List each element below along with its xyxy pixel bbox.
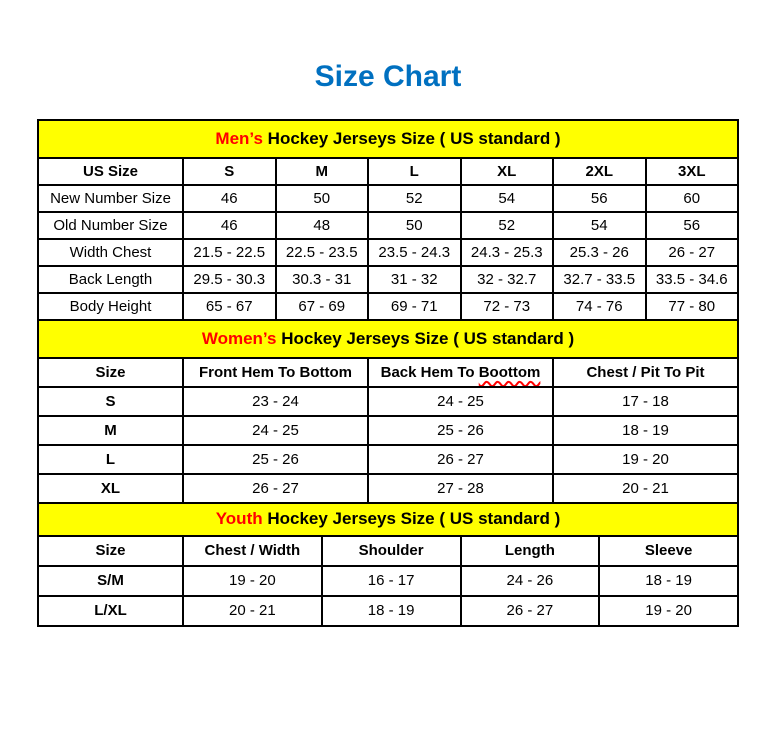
value-cell: 46 <box>183 212 276 239</box>
value-cell: 50 <box>276 185 369 212</box>
page-title: Size Chart <box>314 60 462 93</box>
section-title-text: Hockey Jerseys Size ( US standard ) <box>262 128 561 148</box>
table-row <box>38 266 738 293</box>
value-cell: 26 - 27 <box>183 474 368 503</box>
column-header-cell: 2XL <box>553 158 646 185</box>
row-label-cell: XL <box>38 474 183 503</box>
value-cell: 32 - 32.7 <box>461 266 554 293</box>
row-label-cell: Old Number Size <box>38 212 183 239</box>
misspelled-word: Boottom <box>478 363 541 381</box>
column-header-cell: Shoulder <box>322 536 461 566</box>
table-row <box>38 212 738 239</box>
row-label-cell: Body Height <box>38 293 183 320</box>
value-cell: 69 - 71 <box>368 293 461 320</box>
value-cell: 25 - 26 <box>368 416 553 445</box>
value-cell: 54 <box>461 185 554 212</box>
value-cell: 54 <box>553 212 646 239</box>
women-section-title-cell <box>38 320 738 358</box>
column-header-cell: L <box>368 158 461 185</box>
table-row <box>38 474 738 503</box>
row-label-cell: New Number Size <box>38 185 183 212</box>
value-cell: 30.3 - 31 <box>276 266 369 293</box>
men-section-title-cell <box>38 120 738 158</box>
value-cell: 25.3 - 26 <box>553 239 646 266</box>
value-cell: 19 - 20 <box>183 566 322 596</box>
value-cell: 18 - 19 <box>553 416 738 445</box>
value-cell: 24 - 26 <box>461 566 600 596</box>
value-cell: 67 - 69 <box>276 293 369 320</box>
column-header-cell: Front Hem To Bottom <box>183 358 368 387</box>
youth-size-table <box>37 502 739 627</box>
value-cell: 22.5 - 23.5 <box>276 239 369 266</box>
value-cell: 65 - 67 <box>183 293 276 320</box>
table-row <box>38 239 738 266</box>
value-cell: 27 - 28 <box>368 474 553 503</box>
column-header-cell: Chest / Width <box>183 536 322 566</box>
section-title-highlight: Women’s <box>201 328 277 348</box>
row-label-cell: Width Chest <box>38 239 183 266</box>
column-header-cell: Size <box>38 358 183 387</box>
section-title-text: Hockey Jerseys Size ( US standard ) <box>262 509 561 528</box>
section-title-highlight: Men’s <box>215 128 263 148</box>
value-cell: 33.5 - 34.6 <box>646 266 739 293</box>
value-cell: 50 <box>368 212 461 239</box>
column-header-cell: S <box>183 158 276 185</box>
value-cell: 17 - 18 <box>553 387 738 416</box>
column-header-cell: Length <box>461 536 600 566</box>
table-row <box>38 445 738 474</box>
value-cell: 48 <box>276 212 369 239</box>
value-cell: 72 - 73 <box>461 293 554 320</box>
value-cell: 19 - 20 <box>553 445 738 474</box>
value-cell: 20 - 21 <box>183 596 322 626</box>
value-cell: 19 - 20 <box>599 596 738 626</box>
value-cell: 77 - 80 <box>646 293 739 320</box>
value-cell: 29.5 - 30.3 <box>183 266 276 293</box>
row-label-cell: Back Length <box>38 266 183 293</box>
value-cell: 20 - 21 <box>553 474 738 503</box>
size-chart-sheet <box>0 60 776 627</box>
column-header-cell: Chest / Pit To Pit <box>553 358 738 387</box>
column-header-text: Back Hem To <box>380 363 479 381</box>
mens-size-table <box>37 119 739 321</box>
column-header-cell: XL <box>461 158 554 185</box>
row-label-cell: M <box>38 416 183 445</box>
womens-size-table <box>37 319 739 504</box>
value-cell: 24 - 25 <box>368 387 553 416</box>
value-cell: 52 <box>368 185 461 212</box>
column-header-cell: M <box>276 158 369 185</box>
value-cell: 21.5 - 22.5 <box>183 239 276 266</box>
section-title-text: Hockey Jerseys Size ( US standard ) <box>276 328 575 348</box>
table-row <box>38 596 738 626</box>
value-cell: 23 - 24 <box>183 387 368 416</box>
value-cell: 26 - 27 <box>461 596 600 626</box>
value-cell: 31 - 32 <box>368 266 461 293</box>
value-cell: 56 <box>646 212 739 239</box>
value-cell: 26 - 27 <box>646 239 739 266</box>
row-label-cell: L <box>38 445 183 474</box>
column-header-cell: 3XL <box>646 158 739 185</box>
row-label-cell: L/XL <box>38 596 183 626</box>
value-cell: 74 - 76 <box>553 293 646 320</box>
section-title-highlight: Youth <box>215 509 263 528</box>
value-cell: 25 - 26 <box>183 445 368 474</box>
table-row <box>38 185 738 212</box>
column-header-cell: Size <box>38 536 183 566</box>
value-cell: 16 - 17 <box>322 566 461 596</box>
column-header-cell: Sleeve <box>599 536 738 566</box>
value-cell: 56 <box>553 185 646 212</box>
value-cell: 24.3 - 25.3 <box>461 239 554 266</box>
value-cell: 26 - 27 <box>368 445 553 474</box>
value-cell: 60 <box>646 185 739 212</box>
table-row <box>38 293 738 320</box>
table-row <box>38 566 738 596</box>
value-cell: 46 <box>183 185 276 212</box>
column-header-cell: US Size <box>38 158 183 185</box>
value-cell: 18 - 19 <box>322 596 461 626</box>
row-label-cell: S/M <box>38 566 183 596</box>
table-row <box>38 416 738 445</box>
table-row <box>38 387 738 416</box>
youth-section-title-cell <box>38 503 738 536</box>
value-cell: 52 <box>461 212 554 239</box>
value-cell: 24 - 25 <box>183 416 368 445</box>
row-label-cell: S <box>38 387 183 416</box>
value-cell: 18 - 19 <box>599 566 738 596</box>
column-header-cell <box>368 358 553 387</box>
value-cell: 32.7 - 33.5 <box>553 266 646 293</box>
size-tables <box>37 119 739 627</box>
value-cell: 23.5 - 24.3 <box>368 239 461 266</box>
